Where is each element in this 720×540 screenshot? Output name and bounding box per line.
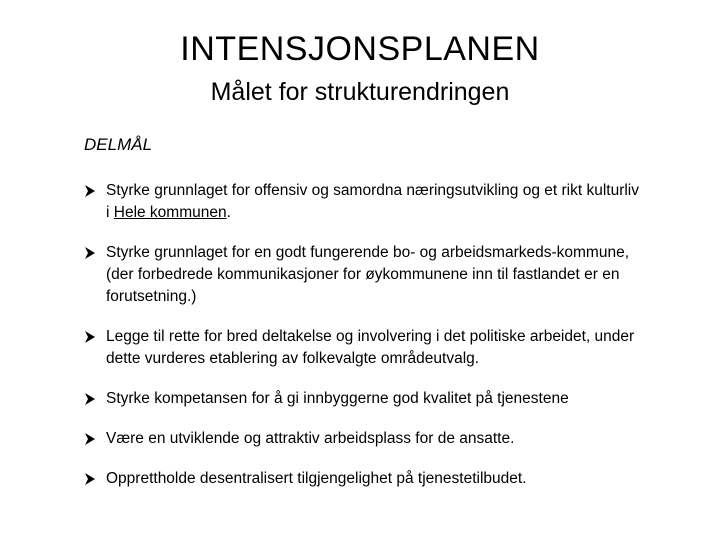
list-item-text: Styrke kompetansen for å gi innbyggerne god kvalitet på tjenestene [106, 390, 569, 407]
list-item-text-end: . [226, 204, 231, 221]
list-item-text: Styrke grunnlaget for offensiv og samordna næringsutvikling og et rikt kulturliv i [106, 182, 640, 221]
arrowhead-bullet-icon [84, 331, 96, 343]
arrowhead-bullet-icon [84, 473, 96, 485]
list-item-text: Styrke grunnlaget for en godt fungerende bo- og arbeidsmarkeds-kommune, (der forbedrede kommunikasjoner for øykommunene inn til fastlandet er en forutsetning.) [106, 244, 629, 305]
list-item [84, 468, 644, 490]
list-item-text: Opprettholde desentralisert tilgjengelighet på tjenestetilbudet. [106, 470, 527, 487]
arrowhead-bullet-icon [84, 433, 96, 445]
arrowhead-bullet-icon [84, 185, 96, 197]
list-item-underlined-text: Hele kommunen [113, 204, 227, 221]
slide-subtitle: Målet for strukturendringen [210, 78, 510, 106]
list-item [84, 326, 644, 370]
goal-list [84, 180, 644, 490]
list-item-text: Legge til rette for bred deltakelse og involvering i det politiske arbeidet, under dette vurderes etablering av folkevalgte områdeutvalg. [106, 328, 635, 367]
list-item [84, 388, 644, 410]
list-item-text: Være en utviklende og attraktiv arbeidsplass for de ansatte. [106, 430, 515, 447]
list-item [84, 428, 644, 450]
arrowhead-bullet-icon [84, 393, 96, 405]
arrowhead-bullet-icon [84, 247, 96, 259]
list-item [84, 180, 644, 224]
list-item [84, 242, 644, 308]
slide-title: INTENSJONSPLANEN [180, 30, 540, 68]
section-label: DELMÅL [84, 135, 153, 154]
